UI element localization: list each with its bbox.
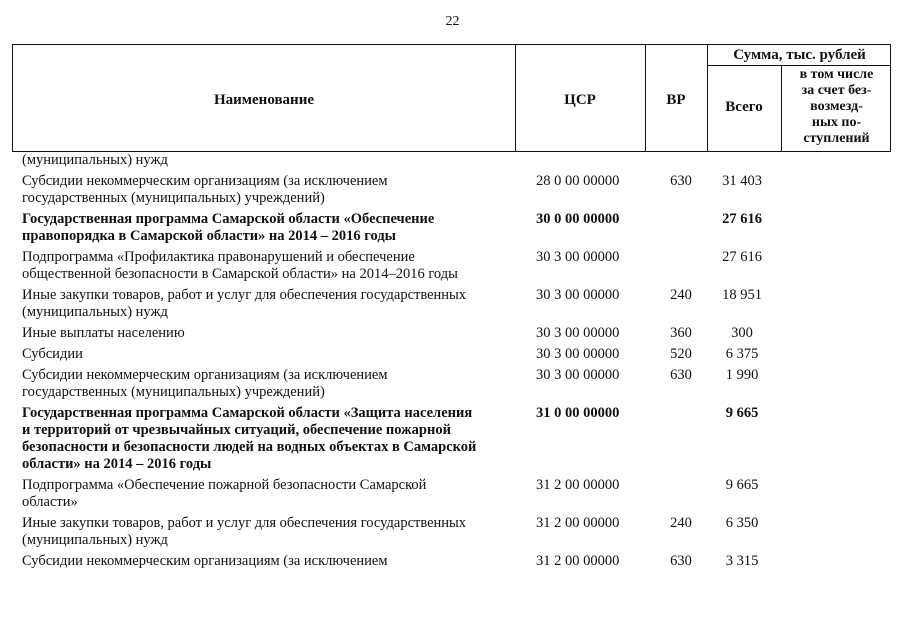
header-name: Наименование [214,92,314,108]
header-including: в том числе за счет без- возмезд- ных по- ступлений [799,67,874,146]
row-csr: 30 3 00 00000 [536,249,620,265]
row-total: 3 315 [725,553,759,569]
table-row [22,173,882,207]
row-name: Государственная программа Самарской области «Обеспечение правопорядка в Самарской области» на 2014 – 2016 годы [22,211,435,244]
row-vr: 630 [670,367,692,383]
row-csr: 31 2 00 00000 [536,515,620,531]
table-row [22,553,882,570]
table-row [22,405,882,473]
row-total: 300 [731,325,753,341]
row-total: 18 951 [722,287,762,303]
row-name: Субсидии некоммерческим организациям (за исключением государственных (муниципальных) учреждений) [22,367,388,400]
row-name: (муниципальных) нужд [22,152,168,168]
row-name: Субсидии некоммерческим организациям (за исключением государственных (муниципальных) учреждений) [22,173,388,206]
row-total: 1 990 [725,367,759,383]
header-divider [707,65,890,66]
page-number: 22 [445,14,460,29]
header-total: Всего [725,99,763,115]
row-name: Государственная программа Самарской области «Защита населения и территорий от чрезвычайных ситуаций, обеспечение пожарной безопасности и безопасности людей на водных объектах в Самарской области» на 2014 – 2016 годы [22,405,477,472]
table-row [22,249,882,283]
table-row [22,325,882,342]
row-csr: 30 3 00 00000 [536,325,620,341]
row-csr: 31 2 00 00000 [536,553,620,569]
header-sum: Сумма, тыс. рублей [733,47,866,63]
row-total: 31 403 [722,173,762,189]
row-name: Иные закупки товаров, работ и услуг для обеспечения государственных (муниципальных) нужд [22,515,467,548]
row-name: Иные выплаты населению [22,325,185,341]
table-body [22,152,882,574]
row-csr: 30 3 00 00000 [536,287,620,303]
row-vr: 360 [670,325,692,341]
row-total: 9 665 [725,405,759,421]
table-row [22,515,882,549]
table-row [22,477,882,511]
table-row [22,346,882,363]
row-vr: 520 [670,346,692,362]
table-row [22,367,882,401]
row-vr: 630 [670,553,692,569]
row-csr: 30 0 00 00000 [536,211,620,227]
row-total: 9 665 [725,477,759,493]
row-name: Подпрограмма «Профилактика правонарушений и обеспечение общественной безопасности в Самарской области» на 2014–2016 годы [22,249,458,282]
row-name: Подпрограмма «Обеспечение пожарной безопасности Самарской области» [22,477,427,510]
row-csr: 28 0 00 00000 [536,173,620,189]
row-total: 27 616 [722,249,762,265]
row-csr: 30 3 00 00000 [536,367,620,383]
row-csr: 30 3 00 00000 [536,346,620,362]
header-vr: ВР [666,92,686,108]
row-vr: 240 [670,287,692,303]
row-csr: 31 0 00 00000 [536,405,620,421]
row-vr: 630 [670,173,692,189]
table-header [12,44,891,152]
row-name: Иные закупки товаров, работ и услуг для обеспечения государственных (муниципальных) нужд [22,287,467,320]
header-csr: ЦСР [564,92,596,108]
row-total: 6 350 [725,515,759,531]
row-total: 27 616 [722,211,762,227]
table-row [22,287,882,321]
row-name: Субсидии некоммерческим организациям (за исключением [22,553,388,569]
row-total: 6 375 [725,346,759,362]
row-name: Субсидии [22,346,83,362]
table-row [22,152,882,169]
row-csr: 31 2 00 00000 [536,477,620,493]
table-row [22,211,882,245]
row-vr: 240 [670,515,692,531]
